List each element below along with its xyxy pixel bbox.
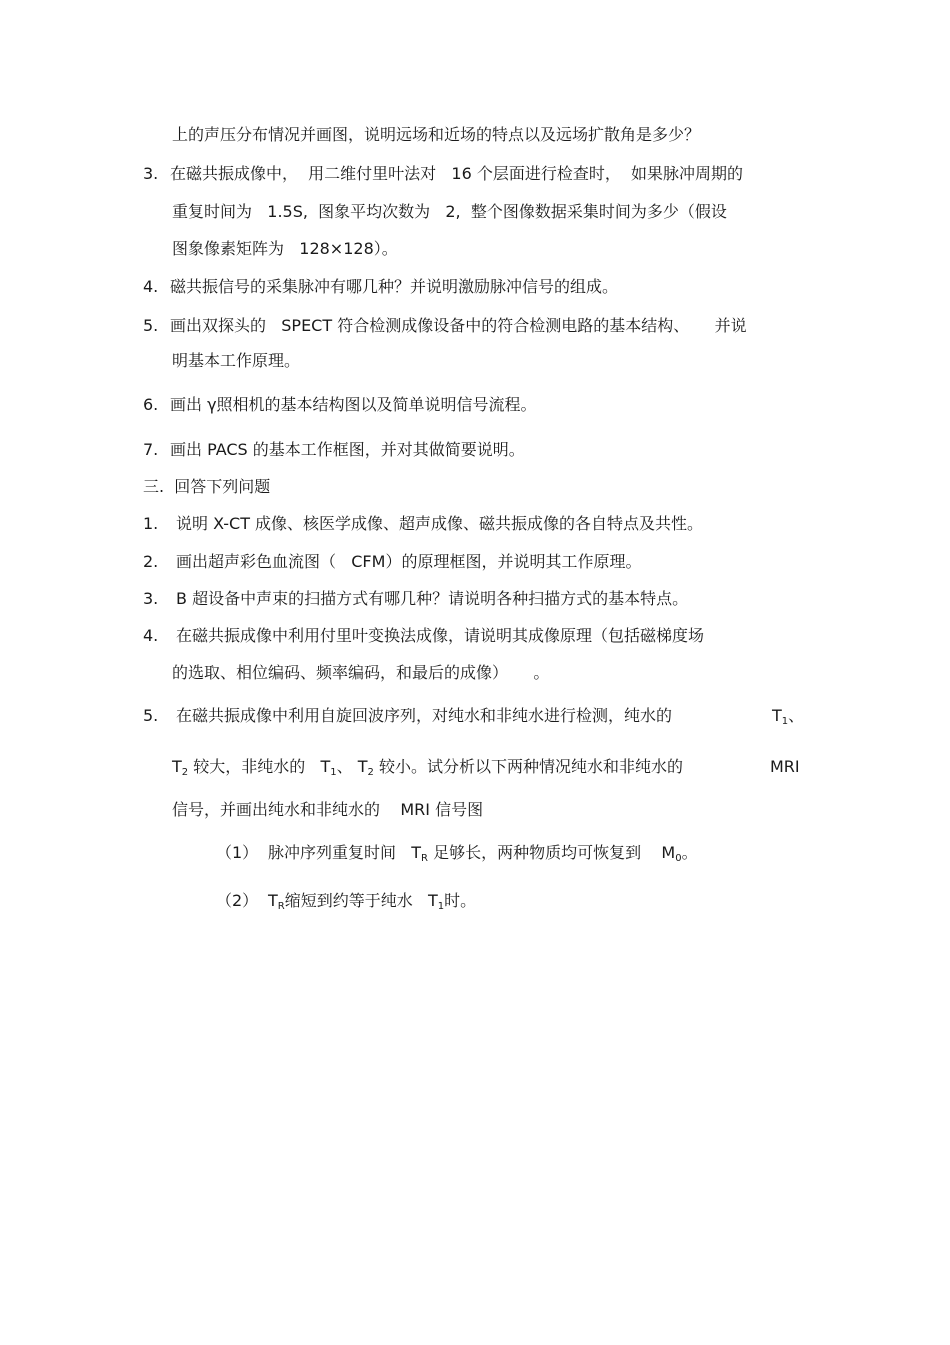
- item6-number: 6.: [143, 395, 159, 414]
- q5-line2-mri: MRI: [770, 757, 800, 776]
- q1-number: 1.: [143, 514, 159, 533]
- q3-line1: B 超设备中声束的扫描方式有哪几种？请说明各种扫描方式的基本特点。: [176, 589, 689, 608]
- q5-sub1-number: （1）: [216, 843, 259, 862]
- item5-line2: 明基本工作原理。: [172, 351, 301, 370]
- q5-sub2-text: $T_R$缩短到约等于纯水 $T_1$时。: [268, 891, 477, 912]
- q5-line2: $T_2$ 较大，非纯水的 $T_1$、 $T_2$ 较小。试分析以下两种情况纯水和非纯水的: [172, 757, 683, 778]
- item3-line1: 在磁共振成像中， 用二维付里叶法对 16 个层面进行检查时， 如果脉冲周期的: [170, 164, 744, 183]
- q5-number: 5.: [143, 706, 159, 725]
- q3-number: 3.: [143, 589, 159, 608]
- q4-number: 4.: [143, 626, 159, 645]
- q5-line1-t1: $T_1$、: [772, 706, 805, 727]
- q2-number: 2.: [143, 552, 159, 571]
- q5-sub2-number: （2）: [216, 891, 259, 910]
- section3-heading: 三. 回答下列问题: [143, 477, 271, 496]
- q4-line2: 的选取、相位编码、频率编码，和最后的成像） 。: [172, 663, 550, 682]
- item6-line1: 画出 γ照相机的基本结构图以及简单说明信号流程。: [170, 395, 537, 414]
- q4-line1: 在磁共振成像中利用付里叶变换法成像，请说明其成像原理（包括磁梯度场: [176, 626, 705, 645]
- item3-line3: 图象像素矩阵为 128×128）。: [172, 239, 398, 258]
- item5-line1: 画出双探头的 SPECT 符合检测成像设备中的符合检测电路的基本结构、 并说: [170, 316, 747, 335]
- q2-line1: 画出超声彩色血流图（ CFM）的原理框图，并说明其工作原理。: [176, 552, 642, 571]
- item3-line2: 重复时间为 1.5S, 图象平均次数为 2, 整个图像数据采集时间为多少（假设: [172, 202, 727, 221]
- item7-number: 7.: [143, 440, 159, 459]
- item4-number: 4.: [143, 277, 159, 296]
- q5-line3: 信号，并画出纯水和非纯水的 MRI 信号图: [172, 800, 484, 819]
- q5-line1: 在磁共振成像中利用自旋回波序列，对纯水和非纯水进行检测，纯水的: [176, 706, 673, 725]
- item3-number: 3.: [143, 164, 159, 183]
- item5-number: 5.: [143, 316, 159, 335]
- item7-line1: 画出 PACS 的基本工作框图，并对其做简要说明。: [170, 440, 525, 459]
- item2-continuation: 上的声压分布情况并画图，说明远场和近场的特点以及远场扩散角是多少？: [172, 125, 701, 144]
- q1-line1: 说明 X-CT 成像、核医学成像、超声成像、磁共振成像的各自特点及共性。: [176, 514, 704, 533]
- item4-line1: 磁共振信号的采集脉冲有哪几种？并说明激励脉冲信号的组成。: [170, 277, 619, 296]
- q5-sub1-text: 脉冲序列重复时间 $T_R$ 足够长，两种物质均可恢复到 $M_0$。: [268, 843, 698, 864]
